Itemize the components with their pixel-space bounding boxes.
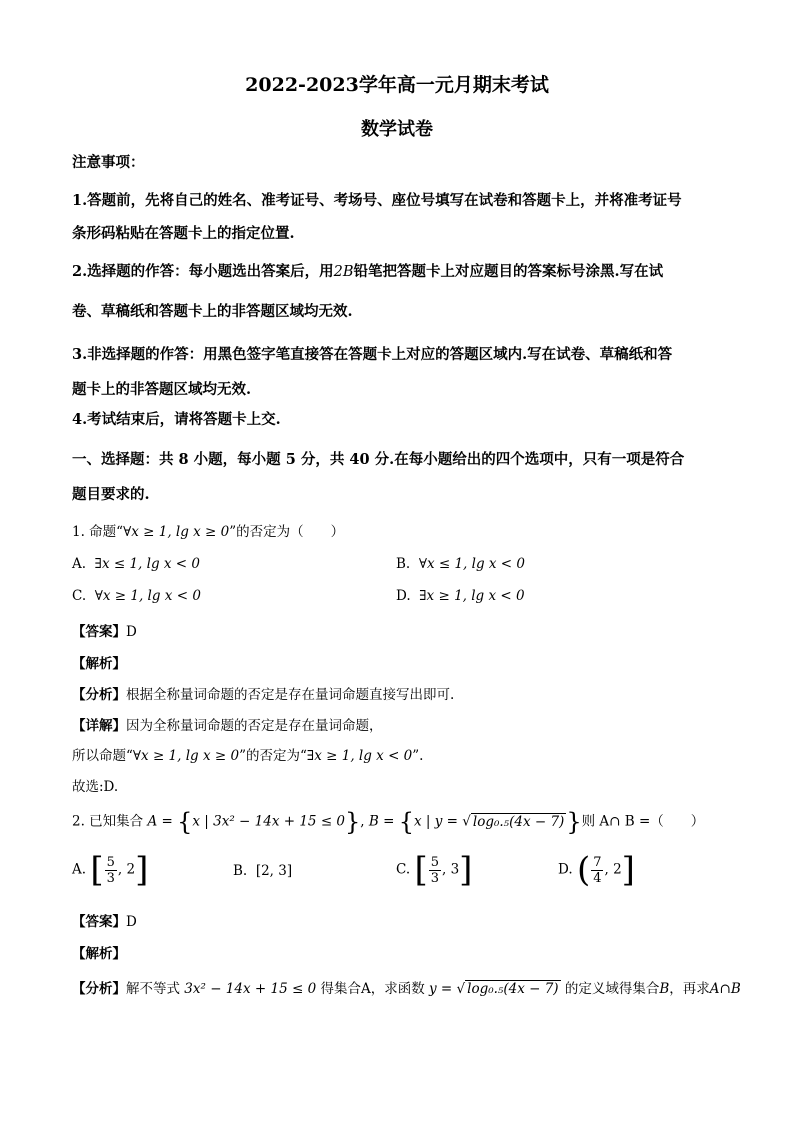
notice-line-5: 3.非选择题的作答：用黑色签字笔直接答在答题卡上对应的答题区域内.写在试卷、草稿纸和答 bbox=[72, 346, 673, 363]
q2-option-a-label: A. bbox=[72, 861, 87, 878]
q2-option-d-den: 4 bbox=[593, 870, 602, 886]
q2-fenxi-c: 的定义域得集合 bbox=[564, 981, 660, 997]
q2-fenxi-a: 解不等式 bbox=[126, 981, 180, 997]
q1-option-a-label: A. bbox=[72, 556, 87, 572]
q1-suffix: ”的否定为（ ） bbox=[229, 524, 345, 540]
q2-option-a-lbracket: [ bbox=[90, 850, 104, 890]
q2-option-c-den: 3 bbox=[430, 870, 439, 886]
q1-answer-value: D bbox=[126, 624, 137, 640]
q1-conclusion-c: ”. bbox=[412, 748, 424, 764]
notice-line-3 bbox=[72, 260, 663, 281]
q2-option-a-den: 3 bbox=[106, 870, 115, 886]
q1-option-d-label: D. bbox=[396, 588, 411, 604]
notice-line-3b: 铅笔把答题卡上对应题目的答案标号涂黑.写在试 bbox=[353, 263, 664, 280]
q1-xiangjie bbox=[72, 714, 383, 734]
q1-option-c-text: ∀x ≥ 1, lg x < 0 bbox=[94, 588, 201, 604]
notice-line-4: 卷、草稿纸和答题卡上的非答题区域均无效. bbox=[72, 303, 353, 320]
q1-option-d bbox=[396, 588, 525, 604]
q2-option-c bbox=[396, 850, 472, 890]
q1-answer bbox=[72, 620, 137, 640]
q2-fenxi-sqrt: log₀.₅(4x − 7) bbox=[467, 981, 559, 997]
q2-option-a bbox=[72, 850, 148, 890]
q2-setb-sqrt: log₀.₅(4x − 7) bbox=[472, 813, 565, 830]
q2-option-a-num: 5 bbox=[106, 854, 115, 870]
q2-option-a-rest: , 2 bbox=[117, 861, 136, 878]
q1-option-a-text: ∃x ≤ 1, lg x < 0 bbox=[94, 556, 200, 572]
q2-fenxi-setb: B bbox=[659, 981, 670, 997]
q2-answer-value: D bbox=[126, 914, 137, 930]
q2-fenxi-tag: 【分析】 bbox=[72, 981, 126, 997]
q2-option-b bbox=[233, 863, 292, 879]
q2-answer bbox=[72, 910, 137, 930]
q2-option-c-label: C. bbox=[396, 861, 411, 878]
q1-option-c-label: C. bbox=[72, 588, 87, 604]
q1-conclusion-stmt1: ∀x ≥ 1, lg x ≥ 0 bbox=[132, 748, 240, 764]
q2-setb-name: B = bbox=[368, 813, 395, 830]
q2-fenxi-ineq: 3x² − 14x + 15 ≤ 0 bbox=[184, 981, 317, 997]
q2-fenxi-func: y = bbox=[429, 981, 453, 997]
q1-fenxi bbox=[72, 683, 454, 703]
q2-option-d bbox=[558, 850, 635, 890]
q2-option-a-rbracket: ] bbox=[135, 850, 149, 890]
notice-line-1: 1.答题前，先将自己的姓名、准考证号、考场号、座位号填写在试卷和答题卡上，并将准考证号 bbox=[72, 192, 682, 209]
q1-statement: ∀x ≥ 1, lg x ≥ 0 bbox=[123, 524, 230, 540]
q2-option-b-text: [2, 3] bbox=[255, 863, 293, 879]
q2-option-c-rbracket: ] bbox=[459, 850, 473, 890]
q1-xiangjie-tag: 【详解】 bbox=[72, 718, 126, 734]
q1-fenxi-tag: 【分析】 bbox=[72, 687, 126, 703]
page-title: 2022-2023学年高一元月期末考试 bbox=[245, 74, 549, 96]
q2-option-d-lparen: ( bbox=[576, 850, 591, 890]
q2-fenxi-ab: A∩B bbox=[709, 981, 741, 997]
q1-option-b bbox=[396, 556, 525, 572]
q2-setb-body: x | y = bbox=[414, 813, 458, 830]
q2-fenxi: 【分析】解不等式 3x² − 14x + 15 ≤ 0 得集合A，求函数 y = √ log₀.₅(4x − 7) 的定义域得集合B，再求A∩B bbox=[72, 981, 741, 997]
q1-option-a bbox=[72, 556, 200, 572]
q1-xiangjie-text: 因为全称量词命题的否定是存在量词命题， bbox=[126, 718, 383, 734]
q1-conclusion-a: 所以命题“ bbox=[72, 748, 133, 764]
q2-seta-body: x | 3x² − 14x + 15 ≤ 0 bbox=[192, 813, 346, 830]
q1-fenxi-text: 根据全称量词命题的否定是存在量词命题直接写出即可. bbox=[126, 687, 455, 703]
q1-prefix: 1. 命题“ bbox=[72, 524, 124, 540]
notice-heading: 注意事项： bbox=[72, 154, 145, 171]
notice-line-6: 题卡上的非答题区域均无效. bbox=[72, 381, 252, 398]
q1-stem bbox=[72, 520, 344, 540]
q2-fenxi-d: ，再求 bbox=[669, 981, 710, 997]
q1-conclusion-b: ”的否定为“ bbox=[239, 748, 307, 764]
q1-option-c bbox=[72, 588, 201, 604]
q2-option-b-label: B. bbox=[233, 863, 248, 879]
q2-answer-tag: 【答案】 bbox=[72, 914, 126, 930]
notice-line-2: 条形码粘贴在答题卡上的指定位置. bbox=[72, 225, 295, 242]
q2-option-c-frac bbox=[429, 855, 441, 886]
q1-analysis-tag bbox=[72, 652, 126, 672]
q2-option-c-lbracket: [ bbox=[414, 850, 428, 890]
q2-option-c-num: 5 bbox=[430, 854, 439, 870]
page-subtitle: 数学试卷 bbox=[361, 119, 433, 140]
q1-option-b-text: ∀x ≤ 1, lg x < 0 bbox=[418, 556, 525, 572]
q2-fenxi-b: 得集合A，求函数 bbox=[320, 981, 425, 997]
q2-setb-open-brace: { bbox=[398, 808, 414, 836]
q2-analysis-tag bbox=[72, 942, 126, 962]
notice-line-3a: 2.选择题的作答：每小题选出答案后，用 bbox=[72, 263, 334, 280]
q2-setb-close-brace: } bbox=[566, 808, 582, 836]
q1-conclusion-stmt2: ∃x ≥ 1, lg x < 0 bbox=[306, 748, 413, 764]
q2-analysis-tag-text: 【解析】 bbox=[72, 946, 126, 962]
q2-seta-close-brace: } bbox=[345, 808, 361, 836]
section1-line-1: 一、选择题：共 8 小题，每小题 5 分，共 40 分.在每小题给出的四个选项中，只有一项是符合 bbox=[72, 451, 685, 468]
q2-tail: 则 A∩ B =（ ） bbox=[581, 813, 705, 830]
q2-option-a-frac bbox=[105, 855, 117, 886]
q2-option-d-label: D. bbox=[558, 861, 573, 878]
q1-analysis-tag-text: 【解析】 bbox=[72, 656, 126, 672]
q2-option-c-rest: , 3 bbox=[441, 861, 460, 878]
q2-seta-name: A = bbox=[147, 813, 173, 830]
q2-option-d-rest: , 2 bbox=[604, 861, 622, 878]
q2-stem: 2. 已知集合 A = {x | 3x² − 14x + 15 ≤ 0}, B = {x | y = √ log₀.₅(4x − 7)}则 A∩ B =（ ） bbox=[72, 808, 705, 836]
q2-prefix: 2. 已知集合 bbox=[72, 813, 144, 830]
q2-option-d-frac bbox=[591, 855, 603, 886]
q1-option-b-label: B. bbox=[396, 556, 411, 572]
notice-line-7: 4.考试结束后，请将答题卡上交. bbox=[72, 411, 281, 428]
notice-2b: 2B bbox=[333, 264, 354, 280]
q1-option-d-text: ∃x ≥ 1, lg x < 0 bbox=[419, 588, 525, 604]
q2-seta-open-brace: { bbox=[177, 808, 193, 836]
q1-choice: 故选:D. bbox=[72, 779, 119, 795]
q2-option-d-rbracket: ] bbox=[621, 850, 635, 890]
q1-answer-tag: 【答案】 bbox=[72, 624, 126, 640]
q2-comma: , bbox=[360, 813, 365, 830]
q1-conclusion bbox=[72, 744, 423, 764]
q2-option-d-num: 7 bbox=[593, 854, 602, 870]
section1-line-2: 题目要求的. bbox=[72, 486, 150, 503]
